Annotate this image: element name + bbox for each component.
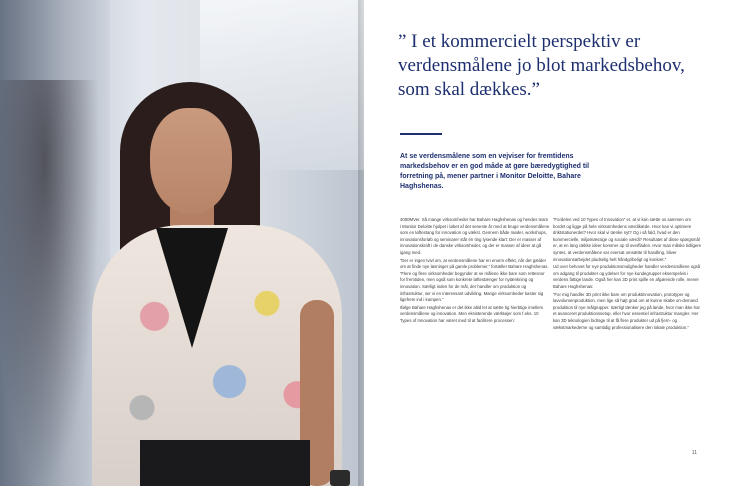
text-page [364,0,729,486]
portrait-photo [0,0,364,486]
glass-reflection [0,80,100,486]
quote-rule [400,133,442,135]
body-paragraph: 4000MVer. Så mange virksomheder har Bahare Haghshenas og hendes team i Monitor Deloitte hjulpet i løbet af det seneste år med at bruge verdensmålene som en løftestang for innovation og vækst. Gennem både møder, workshops, innovationsforløb og seminarer står én ting lysende klart: Der er masser af innovationskraft i de danske virksomheder, og der er masser af ideer at gå igang med. [400,217,550,255]
wristwatch [330,470,350,486]
body-paragraph: Ud over behovet for nye produktionsmuligheder handler verdensmålene også om adgang til produkter og ydelser for nye kundegrupper eksempelvis i verdens fattige lande. Også her kan 3D print spille en afgørende rolle, mener Bahare Haghshenas: [553,264,701,289]
body-paragraph: “Fordelen ved 10 Types of Innovation” er, at vi kan sætte os sammen om bordet og ligge på hele virksomhedens værdikæde. Hvor kan vi optimere driktstationerdet? Hvor skal vi tænke nyt? Og i så fald, hvad er den kommercielle, miljømæssige og sociale værdi? Resultatet af disse spørgsmål er, at en lang række ideer kommer op til overfladen. Hvor man måske tidligere syntes, at verdensmålene var eversat omsætte til handling, bliver innovationsarbejdet pludselig helt håndgribeligt og konkret.” [553,217,702,262]
body-paragraph: “For mig handler 3D print ikke bare om produktinnovation, prototyper og lavvolumenproduktion, men lige så højt grad om at kunne skabe on-demand produktion til nye målgrupper. Særligt tænker jeg på lande, hvor man ikke har et avanceret produktionssetup, eller hvor essentiel infrastruktur mangler. Her kan 3D teknologien bidrage til at få flere produkter ud på fjern- og vækstmarkederne og samtidig professionalisere den lokale produktion.” [553,291,700,330]
blouse-v-neck [156,228,228,348]
pull-quote: ” I et kommercielt perspektiv er verdensmålene jo blot markedsbehov, som skal dækkes.” [398,31,685,100]
skirt [140,440,310,486]
body-paragraph: Ifølge Bahare Haghshenas er det ikke altid let at sætte tig hierbtige imellem verdensmålene og innovation. Men eksisterende værktøjer som f.eks. 10 Types of Innovation har været med til at facilitere processen: [400,304,544,323]
body-column-right [553,217,703,332]
lead-paragraph: At se verdensmålene som en vejviser for fremtidens markedsbehov er en god måde at gøre bæredygtighed til forretning på, mener partner i Monitor Deloitte, Bahare Haghshenas. [400,153,590,190]
body-column-left [400,217,550,326]
body-paragraph: “Der er ingen tvivl om, at verdensmålene har en enorm effekt, når det gælder om at finde nye løsninger på gamle problemer,” fortæller Bahare Haghshenas. “Flere og flere virksomheder begynder at se målene ikke bare som rettesnor for fremtiden, men også som konkrete løftestænger for nytænkning og innovation. Særligt inden for de mål, der handler om produktion og infrastruktur, ser vi en interessant udvikling. Mange virksomheder kaster sig ligefrem ind i kampen.” [400,257,549,303]
page-number: 11 [691,450,697,456]
face [150,108,232,214]
